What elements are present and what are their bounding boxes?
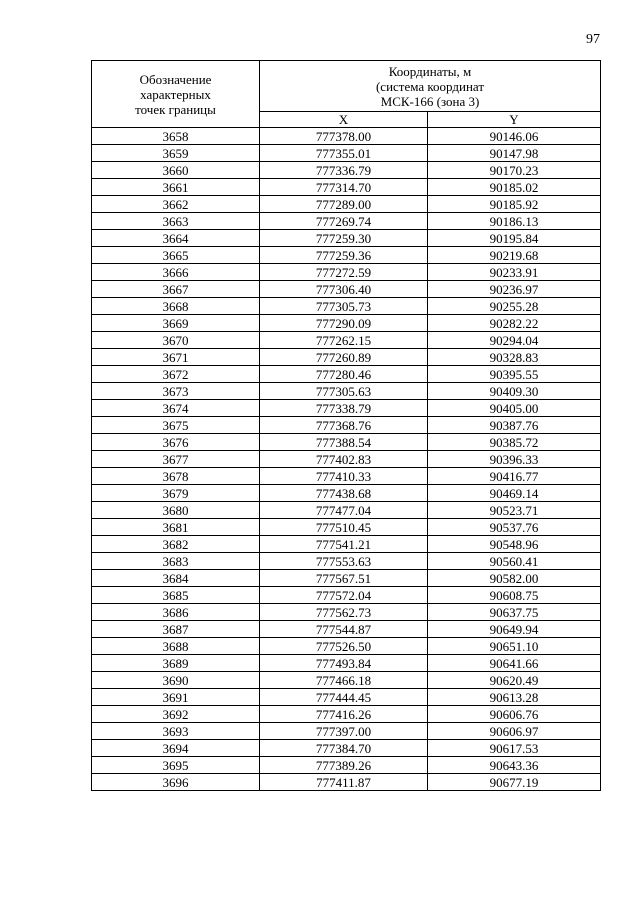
- x-coordinate-cell: 777355.01: [260, 145, 428, 162]
- page-number: 97: [586, 32, 600, 47]
- table-body: [92, 128, 601, 791]
- x-coordinate-cell: 777397.00: [260, 723, 428, 740]
- x-coordinate-cell: 777411.87: [260, 774, 428, 791]
- point-id-cell: 3679: [92, 485, 260, 502]
- point-id-cell: 3659: [92, 145, 260, 162]
- table-row: [92, 519, 601, 536]
- coordinates-header: [260, 61, 601, 112]
- y-coordinate-cell: 90236.97: [428, 281, 601, 298]
- point-id-cell: 3678: [92, 468, 260, 485]
- point-id-cell: 3669: [92, 315, 260, 332]
- y-coordinate-cell: 90185.02: [428, 179, 601, 196]
- x-coordinate-cell: 777553.63: [260, 553, 428, 570]
- coordinates-header-line: МСК-166 (зона 3): [380, 93, 480, 109]
- x-coordinate-cell: 777562.73: [260, 604, 428, 621]
- point-id-cell: 3670: [92, 332, 260, 349]
- x-coordinate-cell: 777259.30: [260, 230, 428, 247]
- point-id-cell: 3694: [92, 740, 260, 757]
- x-coordinate-cell: 777306.40: [260, 281, 428, 298]
- point-id-cell: 3660: [92, 162, 260, 179]
- point-id-cell: 3684: [92, 570, 260, 587]
- x-coordinate-cell: 777410.33: [260, 468, 428, 485]
- y-coordinate-cell: 90523.71: [428, 502, 601, 519]
- point-id-cell: 3673: [92, 383, 260, 400]
- coordinates-table: [91, 60, 601, 791]
- x-coordinate-cell: 777259.36: [260, 247, 428, 264]
- x-coordinate-cell: 777384.70: [260, 740, 428, 757]
- y-coordinate-cell: 90560.41: [428, 553, 601, 570]
- y-coordinate-cell: 90649.94: [428, 621, 601, 638]
- y-coordinate-cell: 90651.10: [428, 638, 601, 655]
- x-coordinate-cell: 777572.04: [260, 587, 428, 604]
- points-header: [92, 61, 260, 128]
- table-row: [92, 264, 601, 281]
- point-id-cell: 3676: [92, 434, 260, 451]
- point-id-cell: 3668: [92, 298, 260, 315]
- x-coordinate-cell: 777260.89: [260, 349, 428, 366]
- x-coordinate-cell: 777444.45: [260, 689, 428, 706]
- table-row: [92, 332, 601, 349]
- x-coordinate-cell: 777416.26: [260, 706, 428, 723]
- table-row: [92, 536, 601, 553]
- x-coordinate-cell: 777314.70: [260, 179, 428, 196]
- y-coordinate-cell: 90613.28: [428, 689, 601, 706]
- table-row: [92, 434, 601, 451]
- table-row: [92, 281, 601, 298]
- point-id-cell: 3666: [92, 264, 260, 281]
- table-row: [92, 213, 601, 230]
- y-column-header: Y: [428, 112, 601, 128]
- table-row: [92, 621, 601, 638]
- table-row: [92, 451, 601, 468]
- x-coordinate-cell: 777388.54: [260, 434, 428, 451]
- x-coordinate-cell: 777510.45: [260, 519, 428, 536]
- x-coordinate-cell: 777378.00: [260, 128, 428, 145]
- table-row: [92, 740, 601, 757]
- y-coordinate-cell: 90255.28: [428, 298, 601, 315]
- y-coordinate-cell: 90146.06: [428, 128, 601, 145]
- x-coordinate-cell: 777389.26: [260, 757, 428, 774]
- point-id-cell: 3665: [92, 247, 260, 264]
- table-row: [92, 298, 601, 315]
- table-row: [92, 553, 601, 570]
- x-coordinate-cell: 777280.46: [260, 366, 428, 383]
- y-coordinate-cell: 90219.68: [428, 247, 601, 264]
- y-coordinate-cell: 90677.19: [428, 774, 601, 791]
- x-coordinate-cell: 777477.04: [260, 502, 428, 519]
- point-id-cell: 3687: [92, 621, 260, 638]
- point-id-cell: 3692: [92, 706, 260, 723]
- x-coordinate-cell: 777402.83: [260, 451, 428, 468]
- x-coordinate-cell: 777466.18: [260, 672, 428, 689]
- y-coordinate-cell: 90328.83: [428, 349, 601, 366]
- table-row: [92, 502, 601, 519]
- y-coordinate-cell: 90548.96: [428, 536, 601, 553]
- table-row: [92, 400, 601, 417]
- point-id-cell: 3682: [92, 536, 260, 553]
- table-row: [92, 485, 601, 502]
- y-coordinate-cell: 90396.33: [428, 451, 601, 468]
- y-coordinate-cell: 90395.55: [428, 366, 601, 383]
- table-row: [92, 162, 601, 179]
- table-row: [92, 655, 601, 672]
- x-coordinate-cell: 777305.63: [260, 383, 428, 400]
- table-row: [92, 417, 601, 434]
- y-coordinate-cell: 90469.14: [428, 485, 601, 502]
- y-coordinate-cell: 90637.75: [428, 604, 601, 621]
- point-id-cell: 3691: [92, 689, 260, 706]
- x-coordinate-cell: 777368.76: [260, 417, 428, 434]
- point-id-cell: 3689: [92, 655, 260, 672]
- point-id-cell: 3685: [92, 587, 260, 604]
- points-header-line: точек границы: [135, 101, 216, 117]
- y-coordinate-cell: 90147.98: [428, 145, 601, 162]
- point-id-cell: 3661: [92, 179, 260, 196]
- y-coordinate-cell: 90606.97: [428, 723, 601, 740]
- point-id-cell: 3680: [92, 502, 260, 519]
- point-id-cell: 3658: [92, 128, 260, 145]
- point-id-cell: 3686: [92, 604, 260, 621]
- y-coordinate-cell: 90387.76: [428, 417, 601, 434]
- point-id-cell: 3696: [92, 774, 260, 791]
- y-coordinate-cell: 90195.84: [428, 230, 601, 247]
- point-id-cell: 3688: [92, 638, 260, 655]
- y-coordinate-cell: 90608.75: [428, 587, 601, 604]
- table-row: [92, 366, 601, 383]
- table-row: [92, 689, 601, 706]
- point-id-cell: 3672: [92, 366, 260, 383]
- x-coordinate-cell: 777289.00: [260, 196, 428, 213]
- x-coordinate-cell: 777541.21: [260, 536, 428, 553]
- table-row: [92, 196, 601, 213]
- point-id-cell: 3674: [92, 400, 260, 417]
- y-coordinate-cell: 90282.22: [428, 315, 601, 332]
- point-id-cell: 3693: [92, 723, 260, 740]
- y-coordinate-cell: 90170.23: [428, 162, 601, 179]
- table-row: [92, 587, 601, 604]
- table-row: [92, 349, 601, 366]
- y-coordinate-cell: 90620.49: [428, 672, 601, 689]
- table-header: [92, 61, 601, 128]
- table-row: [92, 672, 601, 689]
- table-row: [92, 757, 601, 774]
- y-coordinate-cell: 90641.66: [428, 655, 601, 672]
- x-coordinate-cell: 777272.59: [260, 264, 428, 281]
- table-row: [92, 774, 601, 791]
- table-row: [92, 315, 601, 332]
- table-row: [92, 468, 601, 485]
- table-row: [92, 723, 601, 740]
- x-coordinate-cell: 777305.73: [260, 298, 428, 315]
- x-coordinate-cell: 777544.87: [260, 621, 428, 638]
- y-coordinate-cell: 90537.76: [428, 519, 601, 536]
- x-coordinate-cell: 777262.15: [260, 332, 428, 349]
- y-coordinate-cell: 90185.92: [428, 196, 601, 213]
- coordinates-header-line: (система координат: [375, 78, 485, 94]
- point-id-cell: 3664: [92, 230, 260, 247]
- y-coordinate-cell: 90606.76: [428, 706, 601, 723]
- coordinates-header-line: Координаты, м: [388, 63, 472, 79]
- point-id-cell: 3683: [92, 553, 260, 570]
- table-row: [92, 128, 601, 145]
- point-id-cell: 3677: [92, 451, 260, 468]
- point-id-cell: 3667: [92, 281, 260, 298]
- table-row: [92, 179, 601, 196]
- y-coordinate-cell: 90643.36: [428, 757, 601, 774]
- y-coordinate-cell: 90409.30: [428, 383, 601, 400]
- y-coordinate-cell: 90233.91: [428, 264, 601, 281]
- point-id-cell: 3695: [92, 757, 260, 774]
- y-coordinate-cell: 90416.77: [428, 468, 601, 485]
- x-coordinate-cell: 777526.50: [260, 638, 428, 655]
- y-coordinate-cell: 90294.04: [428, 332, 601, 349]
- y-coordinate-cell: 90617.53: [428, 740, 601, 757]
- point-id-cell: 3662: [92, 196, 260, 213]
- point-id-cell: 3663: [92, 213, 260, 230]
- points-header-line: Обозначение: [139, 71, 212, 87]
- table-row: [92, 638, 601, 655]
- point-id-cell: 3681: [92, 519, 260, 536]
- x-coordinate-cell: 777290.09: [260, 315, 428, 332]
- table-row: [92, 570, 601, 587]
- y-coordinate-cell: 90186.13: [428, 213, 601, 230]
- x-coordinate-cell: 777269.74: [260, 213, 428, 230]
- table-row: [92, 383, 601, 400]
- point-id-cell: 3690: [92, 672, 260, 689]
- table-row: [92, 247, 601, 264]
- x-coordinate-cell: 777336.79: [260, 162, 428, 179]
- table-row: [92, 604, 601, 621]
- points-header-line: характерных: [140, 86, 211, 102]
- table-row: [92, 145, 601, 162]
- table-row: [92, 706, 601, 723]
- x-column-header: X: [260, 112, 428, 128]
- point-id-cell: 3675: [92, 417, 260, 434]
- x-coordinate-cell: 777567.51: [260, 570, 428, 587]
- x-coordinate-cell: 777338.79: [260, 400, 428, 417]
- x-coordinate-cell: 777438.68: [260, 485, 428, 502]
- point-id-cell: 3671: [92, 349, 260, 366]
- x-coordinate-cell: 777493.84: [260, 655, 428, 672]
- table-row: [92, 230, 601, 247]
- y-coordinate-cell: 90385.72: [428, 434, 601, 451]
- y-coordinate-cell: 90582.00: [428, 570, 601, 587]
- y-coordinate-cell: 90405.00: [428, 400, 601, 417]
